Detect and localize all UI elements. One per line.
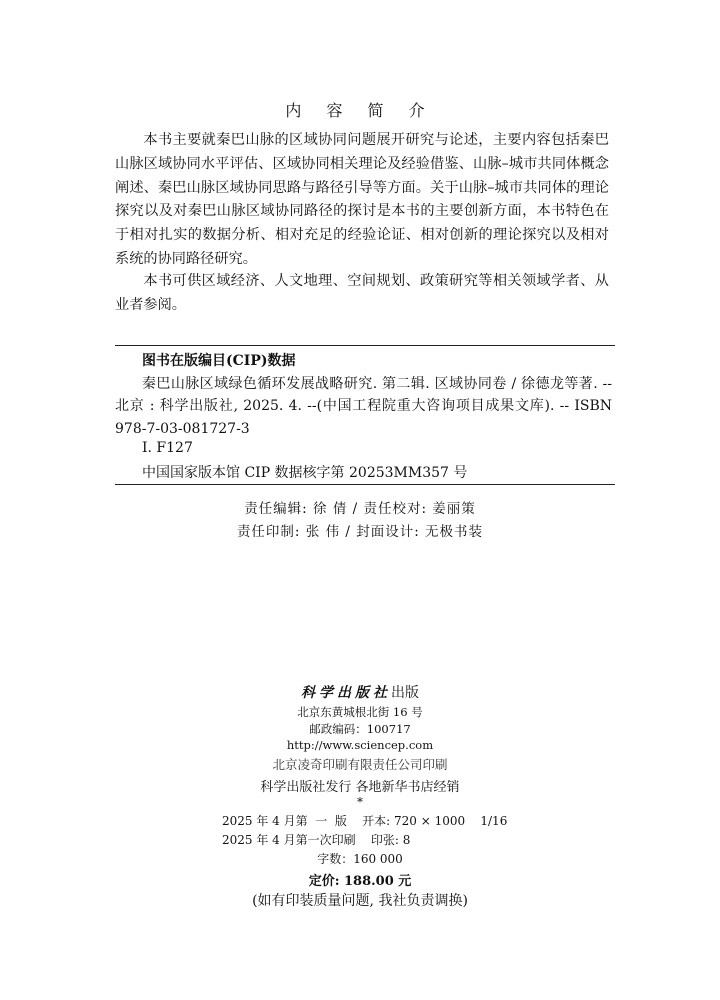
- cip-record-number: 中国国家版本馆 CIP 数据核字第 20253MM357 号: [142, 465, 468, 481]
- publisher-logo-text: 科学出版社: [301, 685, 391, 701]
- word-count: 字数：160 000: [317, 852, 403, 866]
- defect-note: (如有印装质量问题, 我社负责调换): [252, 893, 468, 909]
- price: 定价: 188.00 元: [308, 874, 412, 889]
- printer-line: 北京凌奇印刷有限责任公司印刷: [272, 757, 448, 772]
- cip-bottom-rule: [115, 484, 615, 485]
- intro-paragraph-audience: 本书可供区域经济、人文地理、空间规划、政策研究等相关领域学者、从业者参阅。: [115, 273, 609, 313]
- production-credits: 责任印制: 张 伟 / 封面设计: 无极书装: [236, 524, 484, 540]
- publisher-address: 北京东黄城根北街 16 号: [297, 705, 423, 719]
- publisher-line: [0, 682, 720, 702]
- separator-asterisk: *: [357, 795, 363, 809]
- cip-top-rule: [115, 345, 615, 346]
- editor-credits: 责任编辑: 徐 倩 / 责任校对: 姜丽策: [244, 501, 476, 517]
- edition-line: 2025 年 4 月第 一 版 开本: 720 × 1000 1/16: [222, 814, 508, 828]
- publisher-website: http://www.sciencep.com: [286, 738, 434, 752]
- distribution-line: 科学出版社发行 各地新华书店经销: [260, 780, 460, 795]
- publisher-suffix: 出版: [391, 685, 419, 701]
- cip-heading: 图书在版编目(CIP)数据: [142, 353, 296, 369]
- cip-classification: I. F127: [142, 440, 193, 456]
- cip-entry: 秦巴山脉区域绿色循环发展战略研究. 第二辑. 区域协同卷 / 徐德龙等著. -- 北京 : 科学出版社, 2025. 4. --(中国工程院重大咨询项目成果文库). -- ISBN 978-7-03-081727-3: [115, 376, 612, 437]
- intro-paragraph: 本书主要就秦巴山脉的区域协同问题展开研究与论述，主要内容包括秦巴山脉区域协同水平评估、区域协同相关理论及经验借鉴、山脉–城市共同体概念阐述、秦巴山脉区域协同思路与路径引导等方面。关于山脉–城市共同体的理论探究以及对秦巴山脉区域协同路径的探讨是本书的主要创新方面，本书特色在于相对扎实的数据分析、相对充足的经验论证、相对创新的理论探究以及相对系统的协同路径研究。: [115, 132, 609, 267]
- printing-line: 2025 年 4 月第一次印刷 印张: 8: [222, 833, 411, 847]
- postcode: 邮政编码：100717: [309, 722, 411, 736]
- intro-title: 内 容 简 介: [285, 101, 435, 120]
